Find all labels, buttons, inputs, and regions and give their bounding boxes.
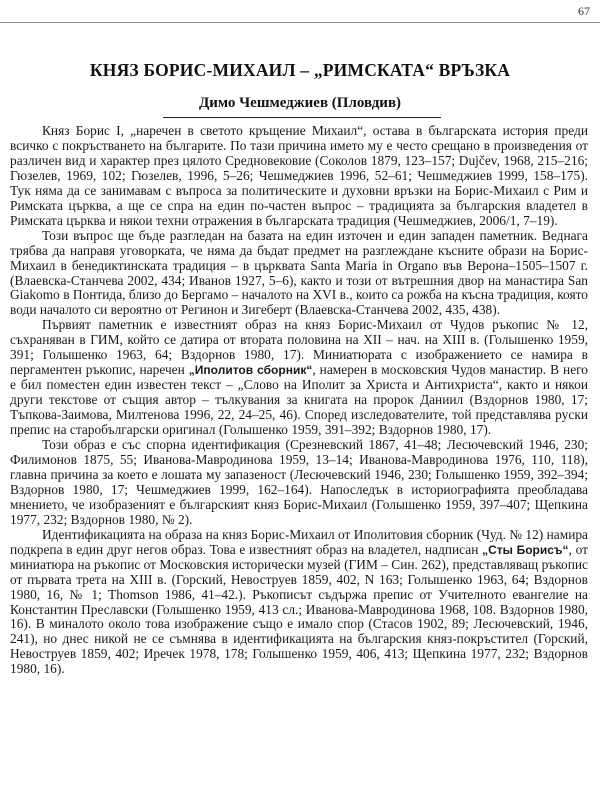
paragraph-2: Този въпрос ще бъде разгледан на базата на един източен и един западен паметник. Веднага трябва да направя уговорката, че няма да бъдат предмет на разглеждане късните образи на Борис-Михаил в бенедиктинската традиция – в църквата Santa Maria in Organo във Верона–1505–1507 г. (Влаевска-Станчева 2002, 434; Иванов 1927, 5–6), както и този от вътрешния двор на манастира San Giakomo в Понтида, близо до Бергамо – началото на XVI в., които са рожба на късна традиция, която води началото си вероятно от Регинон и Зигеберт (Влаевска-Станчева 2002, 435, 438). <box>10 227 588 318</box>
paragraph-5-text-before: Идентификацията на образа на княз Борис-Михаил от Иполитовия сборник (Чуд. № 12) намира подкрепа в един друг негов образ. Това е известният образ на владетел, надписан <box>10 526 589 557</box>
article-body <box>10 124 588 677</box>
inscription-emphasis: „Сты Борисъ“ <box>482 542 569 557</box>
article-title: КНЯЗ БОРИС-МИХАИЛ – „РИМСКАТА“ ВРЪЗКА <box>89 60 511 80</box>
paragraph-1: Княз Борис I, „наречен в светото кръщение Михаил“, остава в българската история преди всичко с покръстването на българите. По тази причина името му е често срещано в произведения от различен вид и характер през цялото Средновековие (Соколов 1879, 123–157; Dujčev, 1968, 215–216; Гюзелев, 1969, 102; Гюзелев, 1996, 5–26; Чешмеджиев 1996, 52–61; Чешмеджиев 1999, 158–175). Тук няма да се занимавам с въпроса за политическите и духовни връзки на Борис-Михаил с Рим и Римската църква, а ще се спра на един по-частен въпрос – традицията за българския владетел в Римската църква и някои техни отражения в българската традиция (Чешмеджиев, 2006/1, 7–19). <box>10 123 588 228</box>
author-underline <box>163 117 441 118</box>
header-rule <box>0 22 600 23</box>
paragraph-5 <box>10 528 588 678</box>
paragraph-3-text-after: , намерен в московския Чудов манастир. В него е бил поместен един известен текст – „Слово на Иполит за Христа и Антихриста“, както и някои други текстове от същия автор – тълкувания за книгата на пророк Даниил (Вздорнов 1980, 17; Тъпкова-Заимова, Милтенова 1996, 22, 24–25, 46). Според изследователите, той представлява руски препис на старобългарски оригинал (Голышенко 1959, 391–392; Вздорнов 1980, 17). <box>10 362 588 438</box>
paragraph-4: Този образ е със спорна идентификация (Срезневский 1867, 41–48; Лесючевский 1946, 230; Филимонов 1875, 55; Иванова-Мавродинова 1959, 13–14; Иванова-Мавродинова 1976, 110, 118), главна причина за което е лошата му запазеност (Лесючевский 1946, 230; Голышенко 1959, 392–394; Вздорнов 1980, 17; Чешмеджиев 1999, 162–164). Напоследък в историографията преобладава мнението, че изобразеният е българският княз Борис-Михаил (Голышенко 1959, 397–407; Щепкина 1977, 232; Вздорнов 1980, № 2). <box>10 437 588 527</box>
article-author: Димо Чешмеджиев (Пловдив) <box>198 95 402 111</box>
paragraph-3 <box>10 318 588 438</box>
paragraph-3-text-before: Първият паметник е известният образ на княз Борис-Михаил от Чудов ръкопис № 12, съхраняван в ГИМ, който се датира от втората половина на XII – нач. на XIII в. (Голышенко 1959, 391; Голышенко 1963, 64; Вздорнов 1980, 17). Миниатюрата с изображението се намира в пергаментен ръкопис, наречен <box>10 317 588 378</box>
page-number: 67 <box>578 4 590 18</box>
paragraph-5-text-after: , от миниатюра на ръкопис от Московския исторически музей (ГИМ – Син. 262), представляващ ръкопис от първата трета на XIII в. (Горский, Невоструев 1859, 402, N 163; Голышенко 1963, 64; Вздорнов 1980, 16, № 1; Thomson 1986, 41–42.). Ръкописът съдържа препис от Учителното евангелие на Константин Преславски (Голышенко 1959, 413 сл.; Иванова-Мавродинова 1968, 108. Вздорнов 1980, 16). В миналото около това изображение също е имало спор (Стасов 1902, 89; Лесючевский, 1946, 241), но днес никой не се съмнява в идентификацията на българския княз-покръстител (Горский, Невоструев 1859, 402; Иречек 1978, 178; Голышенко 1959, 406, 413; Щепкина 1977, 232; Вздорнов 1980, 16). <box>10 541 588 677</box>
manuscript-title-emphasis: „Иполитов сборник“ <box>188 363 313 378</box>
